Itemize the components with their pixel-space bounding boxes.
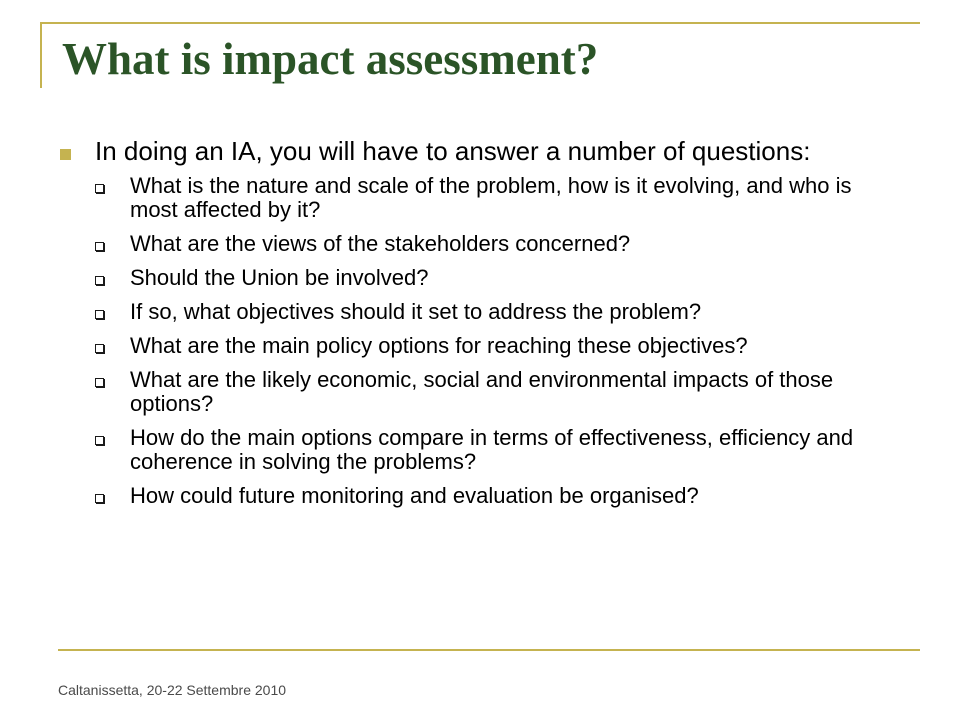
hollow-square-bullet-icon — [95, 310, 104, 319]
main-bullet-text: In doing an IA, you will have to answer a number of questions: — [95, 136, 811, 166]
sub-bullet-item — [95, 334, 903, 358]
sub-bullet-text: If so, what objectives should it set to address the problem? — [130, 299, 702, 324]
slide-footer: Caltanissetta, 20-22 Settembre 2010 — [58, 682, 287, 698]
slide-content — [58, 136, 903, 518]
sub-bullet-item — [95, 426, 903, 474]
main-bullet-item — [58, 136, 903, 508]
sub-bullet-item — [95, 300, 903, 324]
sub-bullet-item — [95, 266, 903, 290]
frame-left-rule — [40, 22, 42, 88]
sub-bullet-text: How do the main options compare in terms of effectiveness, efficiency and coherence in solving the problems? — [130, 425, 854, 474]
sub-bullet-text: What are the views of the stakeholders concerned? — [130, 231, 631, 256]
hollow-square-bullet-icon — [95, 344, 104, 353]
hollow-square-bullet-icon — [95, 494, 104, 503]
hollow-square-bullet-icon — [95, 184, 104, 193]
square-bullet-icon — [60, 149, 71, 160]
frame-bottom-rule — [58, 649, 920, 651]
hollow-square-bullet-icon — [95, 276, 104, 285]
sub-bullet-item — [95, 232, 903, 256]
sub-bullet-text: What are the main policy options for reaching these objectives? — [130, 333, 748, 358]
sub-bullet-text: What are the likely economic, social and environmental impacts of those options? — [130, 367, 834, 416]
hollow-square-bullet-icon — [95, 378, 104, 387]
sub-bullet-item — [95, 174, 903, 222]
hollow-square-bullet-icon — [95, 436, 104, 445]
sub-bullet-text: What is the nature and scale of the problem, how is it evolving, and who is most affected by it? — [130, 173, 852, 222]
hollow-square-bullet-icon — [95, 242, 104, 251]
sub-bullet-text: How could future monitoring and evaluation be organised? — [130, 483, 699, 508]
sub-bullet-text: Should the Union be involved? — [130, 265, 429, 290]
slide-title: What is impact assessment? — [62, 34, 599, 84]
frame-top-rule — [40, 22, 920, 24]
sub-bullet-list — [95, 174, 903, 508]
sub-bullet-item — [95, 484, 903, 508]
sub-bullet-item — [95, 368, 903, 416]
